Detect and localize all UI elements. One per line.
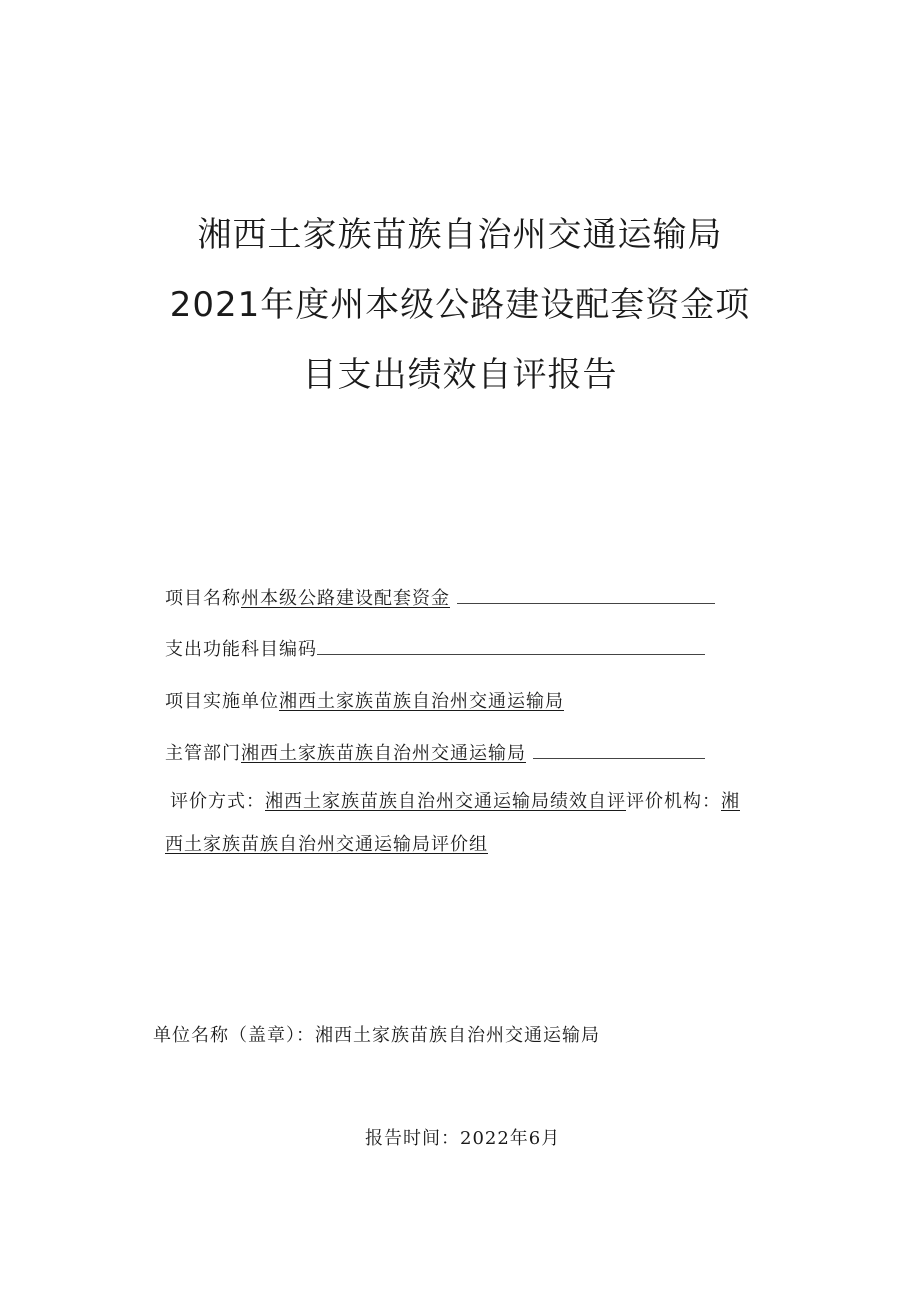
- eval-org-value-part2: 西土家族苗族自治州交通运输局评价组: [165, 834, 488, 855]
- unit-name-label: 单位名称（盖章）：: [153, 1025, 315, 1046]
- eval-org-value-part1: 湘: [721, 791, 740, 812]
- unit-name-row: [153, 1022, 600, 1050]
- document-title: [0, 200, 920, 410]
- function-code-label: 支出功能科目编码: [165, 639, 317, 660]
- title-line-2: 2021年度州本级公路建设配套资金项: [169, 285, 751, 325]
- implementing-unit-value: 湘西土家族苗族自治州交通运输局: [279, 691, 564, 712]
- report-date-row: [365, 1125, 560, 1153]
- competent-dept-blank: [533, 740, 705, 759]
- function-code-row: [165, 636, 705, 664]
- eval-method-label: 评价方式：: [170, 791, 265, 812]
- project-name-blank: [457, 585, 715, 604]
- report-date-label: 报告时间：: [365, 1128, 460, 1149]
- implementing-unit-row: [165, 688, 564, 716]
- implementing-unit-label: 项目实施单位: [165, 691, 279, 712]
- function-code-blank: [317, 636, 705, 655]
- competent-dept-label: 主管部门: [165, 743, 241, 764]
- eval-org-label: 评价机构：: [626, 791, 721, 812]
- project-name-value: 州本级公路建设配套资金: [241, 588, 450, 609]
- eval-org-row: [165, 831, 488, 859]
- report-date-value: 2022年6月: [460, 1128, 561, 1149]
- competent-dept-row: [165, 740, 705, 768]
- unit-name-value: 湘西土家族苗族自治州交通运输局: [315, 1025, 600, 1046]
- eval-method-row: [170, 788, 740, 816]
- title-line-1: 湘西土家族苗族自治州交通运输局: [197, 215, 723, 255]
- title-line-3: 目支出绩效自评报告: [302, 355, 618, 395]
- competent-dept-value: 湘西土家族苗族自治州交通运输局: [241, 743, 526, 764]
- project-name-label: 项目名称: [165, 588, 241, 609]
- eval-method-value: 湘西土家族苗族自治州交通运输局绩效自评: [265, 791, 626, 812]
- project-name-row: [165, 585, 715, 613]
